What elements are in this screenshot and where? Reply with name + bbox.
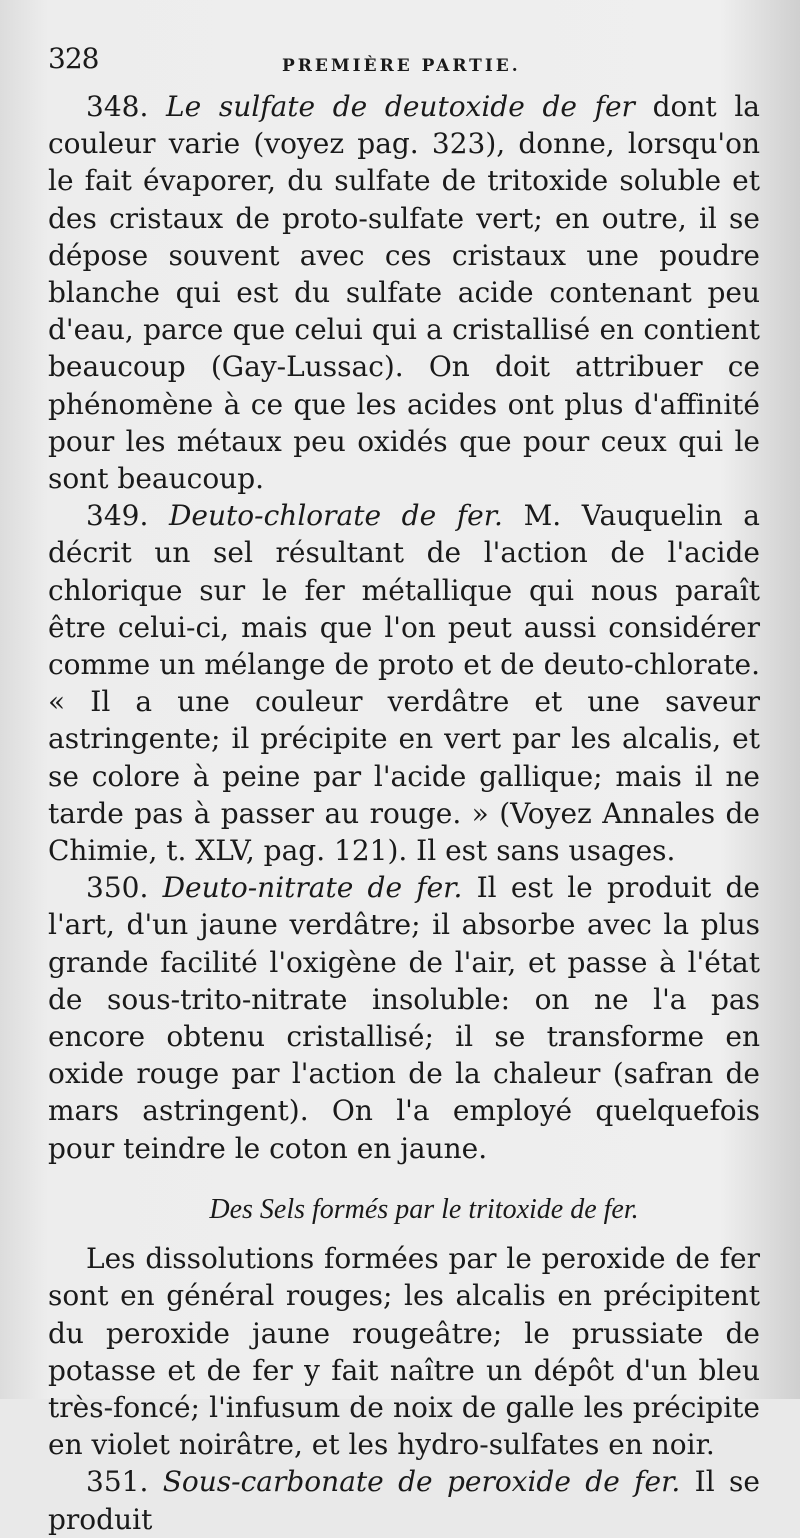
paragraph-title: Sous-carbonate de peroxide de fer.	[162, 1465, 681, 1499]
section-title: Des Sels formés par le tritoxide de fer.	[209, 1193, 639, 1225]
paragraph-text: M. Vauquelin a décrit un sel résultant de l'action de l'acide chlorique sur le fer métallique qui nous paraît être celui-ci, mais que l'on peut aussi considérer comme un mélange de proto et de deuto-chlorate. « Il a une couleur verdâtre et une saveur astringente; il précipite en vert par les alcalis, et se colore à peine par l'acide gallique; mais il ne tarde pas à passer au rouge. » (Voyez Annales de Chimie, t. XLV, pag. 121). Il est sans usages.	[48, 499, 760, 868]
section-paragraph: Les dissolutions formées par le peroxide de fer sont en général rouges; les alcalis en précipitent du peroxide jaune rougeâtre; le prussiate de potasse et de fer y fait naître un dépôt d'un bleu très-foncé; l'infusum de noix de galle les précipite en violet noirâtre, et les hydro-sulfates en noir.	[48, 1242, 760, 1462]
running-head: PREMIÈRE PARTIE.	[282, 56, 521, 76]
paragraph-350	[48, 869, 760, 1167]
paragraph-349	[48, 497, 760, 869]
paragraph-348	[48, 88, 760, 497]
paragraph-351	[48, 1463, 760, 1537]
paragraph-text: Il se produit	[48, 1465, 760, 1536]
paragraph-title: Deuto-nitrate de fer.	[162, 871, 463, 905]
paragraph-number: 350.	[86, 871, 149, 905]
paragraph-title: Deuto-chlorate de fer.	[168, 499, 503, 533]
page-header	[48, 42, 760, 92]
paragraph-text: dont la couleur varie (voyez pag. 323), donne, lorsqu'on le fait évaporer, du sulfate de tritoxide soluble et des cristaux de proto-sulfate vert; en outre, il se dépose souvent avec ces cristaux une poudre blanche qui est du sulfate acide contenant peu d'eau, parce que celui qui a cristallisé en contient beaucoup (Gay-Lussac). On doit attribuer ce phénomène à ce que les acides ont plus d'affinité pour les métaux peu oxidés que pour ceux qui le sont beaucoup.	[48, 90, 761, 496]
page-number: 328	[48, 42, 99, 75]
paragraph-text: Il est le produit de l'art, d'un jaune verdâtre; il absorbe avec la plus grande facilité l'oxigène de l'air, et passe à l'état de sous-trito-nitrate insoluble: on ne l'a pas encore obtenu cristallisé; il se transforme en oxide rouge par l'action de la chaleur (safran de mars astringent). On l'a employé quelquefois pour teindre le coton en jaune.	[48, 871, 761, 1165]
body-text	[48, 88, 760, 1538]
paragraph-number: 348.	[86, 90, 149, 123]
paragraph-number: 351.	[86, 1465, 149, 1499]
paragraph-title: Le sulfate de deutoxide de fer	[166, 90, 635, 123]
paragraph-number: 349.	[86, 499, 149, 533]
